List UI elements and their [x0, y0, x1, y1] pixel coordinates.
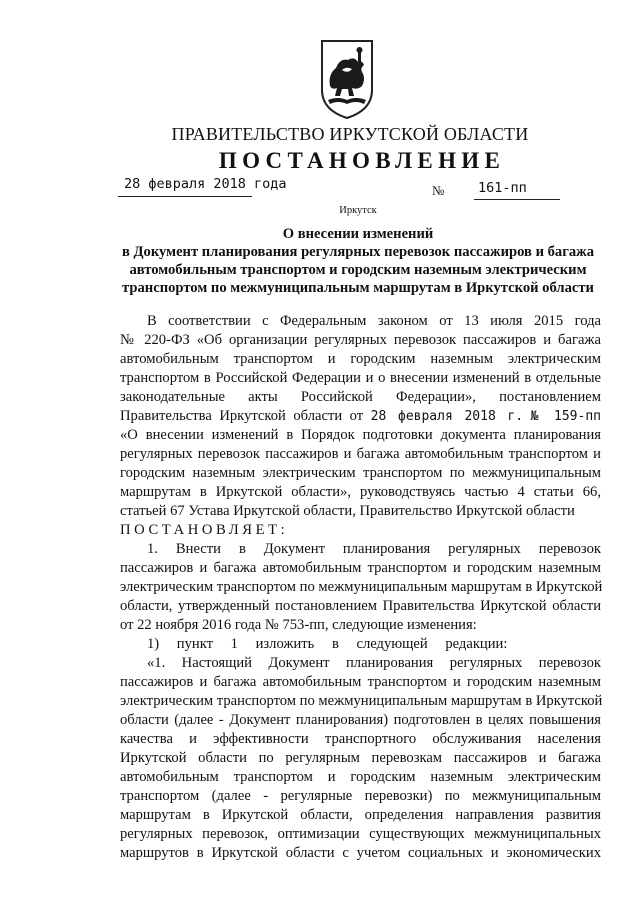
- body-text: Правительства Иркутской области от: [120, 408, 371, 424]
- body-line: законодательные акты Российской Федерации», постановлением: [120, 389, 601, 405]
- body-line: автомобильным транспортом и городским наземным электрическим: [120, 769, 601, 785]
- body-line-with-reference: [120, 407, 601, 426]
- resolves-word: ПОСТАНОВЛЯЕТ:: [120, 522, 289, 538]
- number-underline: [474, 199, 560, 200]
- body-line: статьей 67 Устава Иркутской области, Правительство Иркутской области: [120, 503, 575, 519]
- reference-date: 28 февраля 2018 г.: [370, 409, 524, 424]
- body-line: электрическим транспортом по межмуниципальным маршрутам в Иркутской: [120, 693, 603, 709]
- document-date: 28 февраля 2018 года: [124, 176, 287, 192]
- body-line: пассажиров и багажа автомобильным транспортом и городским наземным: [120, 560, 601, 576]
- body-line: маршрутам в Иркутской области, определения направления развития: [120, 807, 601, 823]
- document-number: 161-пп: [478, 180, 527, 196]
- body-line: пассажиров и багажа автомобильным транспортом и городским наземным: [120, 674, 601, 690]
- government-name: ПРАВИТЕЛЬСТВО ИРКУТСКОЙ ОБЛАСТИ: [171, 124, 529, 144]
- title-line: О внесении изменений: [282, 226, 434, 242]
- date-underline: [118, 196, 252, 197]
- body-line: от 22 ноября 2016 года № 753-пп, следующие изменения:: [120, 617, 477, 633]
- body-line: № 220-ФЗ «Об организации регулярных перевозок пассажиров и багажа: [120, 332, 601, 348]
- body-line: маршрутов в Иркутской области с учетом социальных и экономических: [120, 845, 601, 861]
- body-line: качества и эффективности транспортного обслуживания населения: [120, 731, 601, 747]
- title-line: транспортом по межмуниципальным маршрутам в Иркутской области: [122, 280, 594, 296]
- title-line: автомобильным транспортом и городским наземным электрическим: [129, 262, 587, 278]
- body-line: транспортом (далее - регулярные перевозки) по межмуниципальным: [120, 788, 601, 804]
- body-line: области (далее - Документ планирования) подготовлен в целях повышения: [120, 712, 601, 728]
- body-line: 1) пункт 1 изложить в следующей редакции:: [147, 636, 508, 652]
- reference-number: № 159-пп: [530, 409, 601, 424]
- body-line: маршрутам в Иркутской области», руководствуясь частью 4 статьи 66,: [120, 484, 601, 500]
- title-line: в Документ планирования регулярных перевозок пассажиров и багажа: [121, 244, 595, 260]
- number-sign: №: [432, 183, 445, 198]
- body-line: электрическим транспортом по межмуниципальным маршрутам в Иркутской: [120, 579, 603, 595]
- body-line: В соответствии с Федеральным законом от 13 июля 2015 года: [147, 313, 601, 329]
- body-line: «О внесении изменений в Порядок подготовки документа планирования: [120, 427, 601, 443]
- body-line: Иркутской области по регулярным перевозкам пассажиров и багажа: [120, 750, 601, 766]
- body-line: автомобильным транспортом и городским наземным электрическим: [120, 351, 601, 367]
- body-line: регулярных перевозок пассажиров и багажа автомобильным транспортом и: [120, 446, 601, 462]
- body-line: регулярных перевозок, оптимизации существующих межмуниципальных: [120, 826, 601, 842]
- document-type: ПОСТАНОВЛЕНИЕ: [218, 148, 506, 173]
- irkutsk-coat-of-arms-icon: [318, 38, 376, 120]
- body-line: области, утвержденный постановлением Правительства Иркутской области: [120, 598, 601, 614]
- city-name: Иркутск: [339, 205, 377, 216]
- body-line: транспортом в Российской Федерации и о внесении изменений в отдельные: [120, 370, 601, 386]
- body-line: 1. Внести в Документ планирования регулярных перевозок: [147, 541, 601, 557]
- body-line: «1. Настоящий Документ планирования регулярных перевозок: [147, 655, 601, 671]
- body-line: городским наземным электрическим транспортом по межмуниципальным: [120, 465, 601, 481]
